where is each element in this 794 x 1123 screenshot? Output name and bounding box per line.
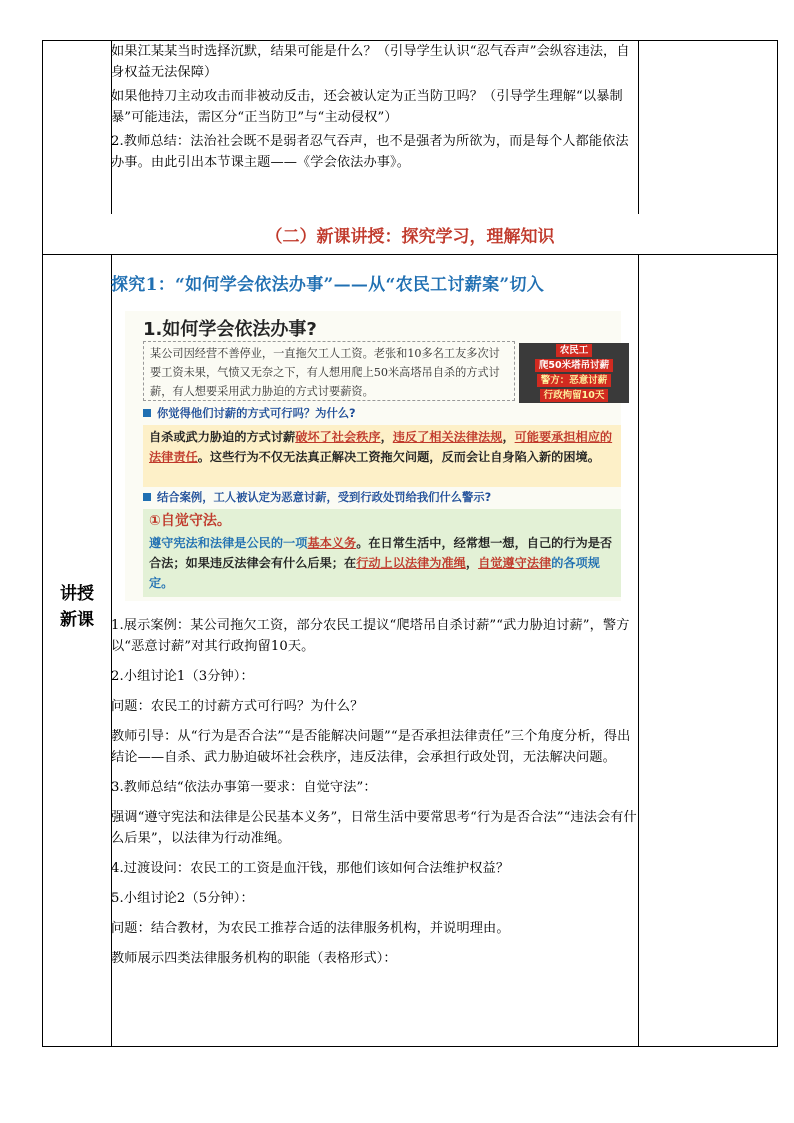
- answer-1-highlight: 可能要承担相应的法律责任: [149, 430, 613, 464]
- answer-2-part: 遵守宪法和法律是公民的一项: [149, 536, 308, 550]
- answer-2-heading: ①自觉守法。: [149, 513, 231, 529]
- stage-label: [43, 581, 111, 633]
- answer-2-part: 。在日常生活中，经常想一想，自己的行为是否合法；如果违反法律会有什么后果；在: [149, 536, 613, 570]
- step-5-question: 问题：结合教材，为农民工推荐合适的法律服务机构，并说明理由。: [111, 921, 510, 936]
- news-line-3: 警方：恶意讨薪: [537, 374, 612, 387]
- section-heading: （二）新课讲授：探究学习，理解知识: [265, 226, 555, 247]
- slide-question-2: [143, 489, 491, 505]
- intro-question-1: 如果江某某当时选择沉默，结果可能是什么？（引导学生认识“忍气吞声”会纵容违法，自身权益无法保障）: [111, 44, 630, 80]
- answer-2-highlight: 行动上以法律为准绳: [356, 556, 466, 570]
- stage-label-line-1: 讲授: [60, 584, 94, 604]
- answer-2-highlight: 基本义务: [307, 536, 357, 550]
- step-3-detail: 强调“遵守宪法和法律是公民基本义务”，日常生活中要常思考“行为是否合法”“违法会有什么后果”，以法律为行动准绳。: [111, 810, 637, 846]
- answer-1-part: ，: [502, 430, 515, 444]
- answer-1-highlight: 破坏了社会秩序: [295, 430, 381, 444]
- step-2-guidance: 教师引导：从“行为是否合法”“是否能解决问题”“是否承担法律责任”三个角度分析，得出结论——自杀、武力胁迫破坏社会秩序，违反法律，会承担行政处罚，无法解决问题。: [111, 729, 631, 765]
- step-5: 5.小组讨论2（5分钟）：: [111, 891, 254, 906]
- intro-question-2: 如果他持刀主动攻击而非被动反击，还会被认定为正当防卫吗？（引导学生理解“以暴制暴”可能违法，需区分“正当防卫”与“主动侵权”）: [111, 89, 623, 125]
- step-4: 4.过渡设问：农民工的工资是血汗钱，那他们该如何合法维护权益？: [111, 861, 510, 876]
- explore-title: 探究1：“如何学会依法办事”——从“农民工讨薪案”切入: [111, 275, 545, 295]
- column-divider-right: [638, 41, 639, 1046]
- case-text: 某公司因经营不善停业，一直拖欠工人工资。老张和10多名工友多次讨要工资未果，气愤又无奈之下，有人想用爬上50米高塔吊自杀的方式讨薪，有人想要采用武力胁迫的方式讨要薪资。: [143, 341, 515, 401]
- slide-answer-2: [143, 509, 621, 597]
- step-3: 3.教师总结“依法办事第一要求：自觉守法”：: [111, 780, 377, 795]
- lesson-plan-table: [42, 40, 778, 1047]
- answer-1-part: 自杀或武力胁迫的方式讨薪: [149, 430, 296, 444]
- bullet-square-icon: [143, 493, 151, 501]
- answer-1-highlight: 违反了相关法律法规: [392, 430, 503, 444]
- answer-1-part: 。这些行为不仅无法真正解决工资拖欠问题，反而会让自身陷入新的困境。: [197, 450, 600, 464]
- news-line-1: 农民工: [556, 344, 593, 357]
- lecture-content: [111, 254, 638, 969]
- slide-answer-1: [143, 425, 621, 487]
- news-thumbnail: [519, 343, 629, 403]
- answer-2-part: ，: [465, 556, 479, 570]
- step-2-question: 问题：农民工的讨薪方式可行吗？为什么？: [111, 699, 364, 714]
- step-2: 2.小组讨论1（3分钟）：: [111, 669, 254, 684]
- lecture-steps: [111, 615, 638, 969]
- slide-question-1: [143, 405, 356, 421]
- answer-2-part: 的各项规定。: [149, 556, 600, 590]
- slide-image: [125, 311, 621, 601]
- answer-1-part: ，: [380, 430, 393, 444]
- intro-summary: 2.教师总结：法治社会既不是弱者忍气吞声，也不是强者为所欲为，而是每个人都能依法办事。由此引出本节课主题——《学会依法办事》。: [111, 134, 629, 170]
- intro-content: [111, 41, 638, 173]
- slide-question-2-text: 结合案例，工人被认定为恶意讨薪，受到行政处罚给我们什么警示?: [157, 491, 492, 504]
- stage-label-line-2: 新课: [60, 610, 94, 630]
- answer-2-highlight: 自觉遵守法律: [478, 556, 552, 570]
- news-line-2: 爬50米塔吊讨薪: [535, 359, 613, 372]
- news-line-4: 行政拘留10天: [540, 389, 609, 402]
- slide-title: 1.如何学会依法办事?: [143, 319, 317, 340]
- answer-2-body: [149, 533, 615, 593]
- slide-question-1-text: 你觉得他们讨薪的方式可行吗？为什么?: [157, 407, 356, 420]
- step-1: 1.展示案例：某公司拖欠工资，部分农民工提议“爬塔吊自杀讨薪”“武力胁迫讨薪”，警方以“恶意讨薪”对其行政拘留10天。: [111, 618, 630, 654]
- section-heading-row: [43, 214, 777, 254]
- bullet-square-icon: [143, 409, 151, 417]
- step-5-table-intro: 教师展示四类法律服务机构的职能（表格形式）：: [111, 951, 397, 966]
